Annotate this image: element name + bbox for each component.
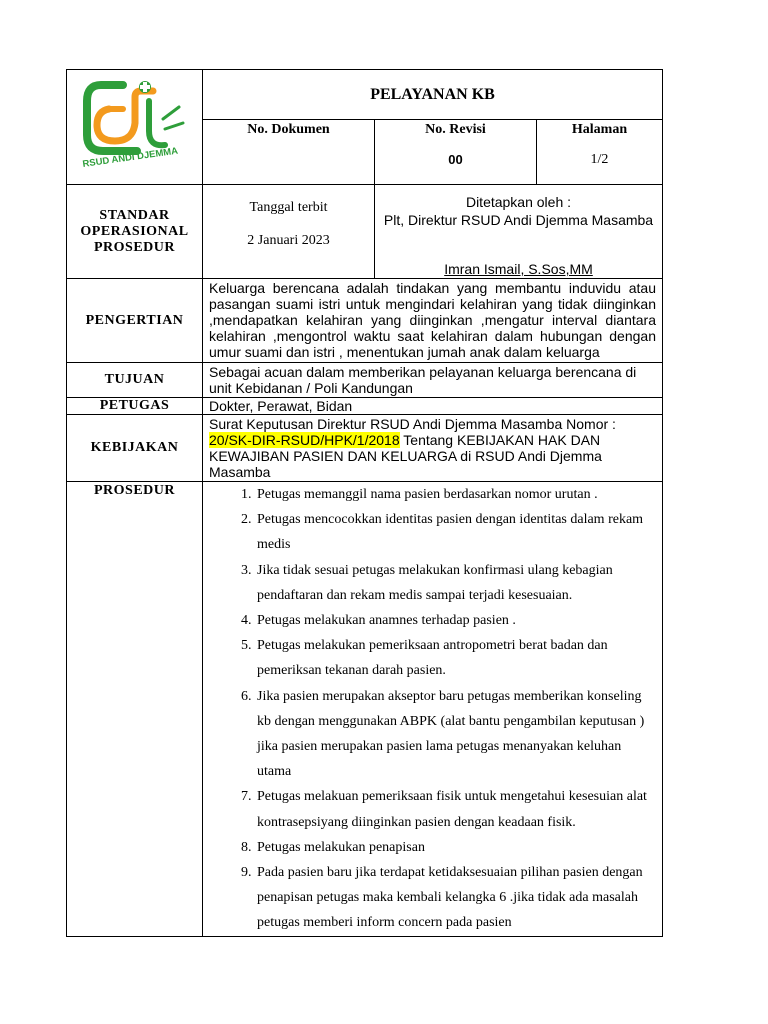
prosedur-step: 8. Petugas melakukan penapisan [255, 835, 652, 860]
kebijakan-text-before: Surat Keputusan Direktur RSUD Andi Djemma Masamba Nomor : [209, 416, 616, 432]
prosedur-step: 7. Petugas melakuan pemeriksaan fisik untuk mengetahui kesesuian alat kontrasepsiyang diinginkan pasien dengan keadaan fisik. [255, 784, 652, 834]
prosedur-step: 9. Pada pasien baru jika terdapat ketidaksesuaian pilihan pasien dengan penapisan petugas maka kembali kelangka 6 .jika tidak ada masalah petugas memberi inform concern pada pasien [255, 860, 652, 936]
petugas-label: PETUGAS [67, 398, 203, 415]
plus-cross-icon [139, 81, 151, 93]
sop-document-table [66, 69, 663, 937]
logo-text: RSUD ANDI DJEMMA [81, 145, 179, 170]
halaman-cell [537, 120, 663, 185]
halaman-label: Halaman [571, 122, 628, 137]
pengertian-label: PENGERTIAN [67, 279, 203, 363]
no-dokumen-label: No. Dokumen [247, 122, 330, 137]
prosedur-step: 1. Petugas memanggil nama pasien berdasarkan nomor urutan . [255, 482, 652, 507]
tanggal-cell [203, 185, 375, 279]
no-revisi-cell [375, 120, 537, 185]
kebijakan-text-after: Tentang KEBIJAKAN HAK DAN KEWAJIBAN PASIEN DAN KELUARGA di RSUD Andi Djemma Masamba [209, 432, 602, 480]
no-revisi-label: No. Revisi [425, 122, 486, 137]
prosedur-step: 6. Jika pasien merupakan akseptor baru petugas memberikan konseling kb dengan menggunakan ABPK (alat bantu pengambilan keputusan ) jika pasien merupakan pasien lama petugas menanyakan keluhan utama [255, 684, 652, 785]
halaman-value: 1/2 [590, 152, 609, 167]
tanggal-label: Tanggal terbit [249, 200, 328, 215]
ditetapkan-nama: Imran Ismail, S.Sos,MM [444, 261, 593, 277]
no-dokumen-cell [203, 120, 375, 185]
ditetapkan-cell [375, 185, 663, 279]
prosedur-list [203, 482, 662, 936]
tujuan-label: TUJUAN [67, 363, 203, 398]
tujuan-text: Sebagai acuan dalam memberikan pelayanan keluarga berencana di unit Kebidanan / Poli Kandungan [203, 363, 663, 398]
no-revisi-value: 00 [448, 152, 463, 167]
document-title: PELAYANAN KB [203, 70, 663, 120]
tanggal-value: 2 Januari 2023 [247, 233, 330, 248]
prosedur-step: 5. Petugas melakukan pemeriksaan antropometri berat badan dan pemeriksan tekanan darah pasien. [255, 633, 652, 683]
sop-label: STANDAR OPERASIONAL PROSEDUR [67, 185, 203, 279]
prosedur-label: PROSEDUR [67, 482, 203, 937]
ditetapkan-label: Ditetapkan oleh : [465, 194, 572, 210]
kebijakan-sk-number: 20/SK-DIR-RSUD/HPK/1/2018 [209, 432, 400, 448]
prosedur-cell [203, 482, 663, 937]
pengertian-text: Keluarga berencana adalah tindakan yang membantu induvidu atau pasangan suami istri untuk mengindari kelahiran yang tidak diinginkan ,mendapatkan kelahiran yang diinginkan ,mengatur interval diantara kelahiran ,mengontrol waktu saat kelahiran dalam hubungan dengan umur suami dan istri , menentukan jumah anak dalam keluarga [203, 279, 663, 363]
kebijakan-label: KEBIJAKAN [67, 415, 203, 482]
logo-cell [67, 70, 203, 185]
prosedur-step: 4. Petugas melakukan anamnes terhadap pasien . [255, 608, 652, 633]
hospital-logo [79, 79, 191, 171]
prosedur-step: 2. Petugas mencocokkan identitas pasien dengan identitas dalam rekam medis [255, 507, 652, 557]
ditetapkan-jabatan: Plt, Direktur RSUD Andi Djemma Masamba [383, 212, 654, 228]
petugas-text: Dokter, Perawat, Bidan [203, 398, 663, 415]
kebijakan-text [203, 415, 663, 482]
prosedur-step: 3. Jika tidak sesuai petugas melakukan konfirmasi ulang kebagian pendaftaran dan rekam medis sampai terjadi kesesuaian. [255, 558, 652, 608]
